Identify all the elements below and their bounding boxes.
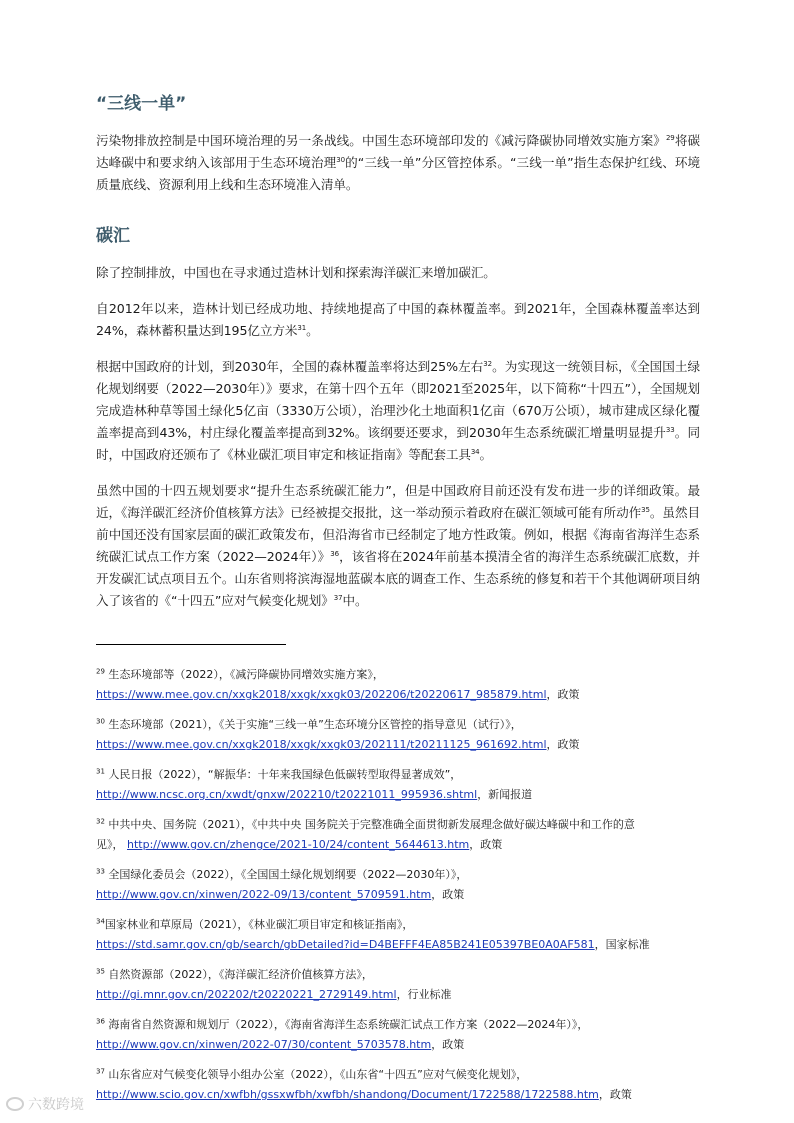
footnote-link[interactable]: http://gi.mnr.gov.cn/202202/t20220221_2729149.html <box>96 988 397 1001</box>
footnote-divider <box>96 644 286 645</box>
footnote-link[interactable]: http://www.ncsc.org.cn/xwdt/gnxw/202210/t20221011_995936.shtml <box>96 788 478 801</box>
footnote-33: $^{33}$ 全国绿化委员会（2022），《全国国土绿化规划纲要（2022—2030年）》， http://www.gov.cn/xinwen/2022-09/13/content_5709591.htm，政策 <box>96 867 468 901</box>
paragraph-ocean-carbon: 虽然中国的十四五规划要求“提升生态系统碳汇能力”，但是中国政府目前还没有发布进一步的详细政策。最近，《海洋碳汇经济价值核算方法》已经被提交报批，这一举动预示着政府在碳汇领域可能有所动作$^{35}$。虽然目前中国还没有国家层面的碳汇政策发布，但沿海省市已经制定了地方性政策。例如，根据《海南省海洋生态系统碳汇试点工作方案（2022—2024年）》$^{36}$，该省将在2024年前基本摸清全省的海洋生态系统碳汇底数，并开发碳汇试点项目五个。山东省则将滨海湿地蓝碳本底的调查工作、生态系统的修复和若干个其他调研项目纳入了该省的《“十四五”应对气候变化规划》$^{37}$中。 <box>96 483 700 608</box>
watermark-logo-icon <box>6 1097 24 1111</box>
footnote-link[interactable]: https://www.mee.gov.cn/xxgk2018/xxgk/xxgk03/202111/t20211125_961692.html <box>96 738 547 751</box>
footnotes <box>96 665 700 1105</box>
footnote-link[interactable]: http://www.scio.gov.cn/xwfbh/gssxwfbh/xwfbh/shandong/Document/1722588/1722588.htm <box>96 1088 599 1101</box>
section-title-sanxianyidan: “三线一单” <box>96 94 187 114</box>
paragraph-pollution-control: 污染物排放控制是中国环境治理的另一条战线。中国生态环境部印发的《减污降碳协同增效实施方案》$^{29}$将碳达峰碳中和要求纳入该部用于生态环境治理$^{30}$的“三线一单”分区管控体系。“三线一单”指生态保护红线、环境质量底线、资源利用上线和生态环境准入清单。 <box>96 133 700 192</box>
paragraph-government-plan: 根据中国政府的计划，到2030年，全国的森林覆盖率将达到25%左右$^{32}$。为实现这一统领目标，《全国国土绿化规划纲要（2022—2030年）》要求，在第十四个五年（即2021至2025年，以下简称“十四五”），全国规划完成造林种草等国土绿化5亿亩（3330万公顷），治理沙化土地面积1亿亩（670万公顷），城市建成区绿化覆盖率提高到43%，村庄绿化覆盖率提高到32%。该纲要还要求，到2030年生态系统碳汇增量明显提升$^{33}$。同时，中国政府还颁布了《林业碳汇项目审定和核证指南》等配套工具$^{34}$。 <box>96 359 700 462</box>
page-content <box>96 92 700 1115</box>
footnote-link[interactable]: https://std.samr.gov.cn/gb/search/gbDetailed?id=D4BEFFF4EA85B241E05397BE0A0AF581 <box>96 938 595 951</box>
footnote-link[interactable]: http://www.gov.cn/xinwen/2022-09/13/content_5709591.htm <box>96 888 432 901</box>
footnote-32: $^{32}$ 中共中央、国务院（2021），《中共中央 国务院关于完整准确全面贯彻新发展理念做好碳达峰碳中和工作的意见》， http://www.gov.cn/zhengce/2021-10/24/content_5644613.htm，政策 <box>96 817 635 851</box>
footnote-link[interactable]: http://www.gov.cn/xinwen/2022-07/30/content_5703578.htm <box>96 1038 432 1051</box>
footnote-29: $^{29}$ 生态环境部等（2022），《减污降碳协同增效实施方案》， https://www.mee.gov.cn/xxgk2018/xxgk/xxgk03/202206/t20220617_985879.html，政策 <box>96 667 580 701</box>
footnote-link[interactable]: http://www.gov.cn/zhengce/2021-10/24/content_5644613.htm <box>127 838 470 851</box>
footnote-31: $^{31}$ 人民日报（2022），“解振华：十年来我国绿色低碳转型取得显著成效”， http://www.ncsc.org.cn/xwdt/gnxw/202210/t20221011_995936.shtml，新闻报道 <box>96 767 533 801</box>
paragraph-forest-coverage: 自2012年以来，造林计划已经成功地、持续地提高了中国的森林覆盖率。到2021年，全国森林覆盖率达到24%，森林蓄积量达到195亿立方米$^{31}$。 <box>96 301 700 338</box>
footnote-link[interactable]: https://www.mee.gov.cn/xxgk2018/xxgk/xxgk03/202206/t20220617_985879.html <box>96 688 547 701</box>
footnote-34: $^{34}$国家林业和草原局（2021），《林业碳汇项目审定和核证指南》， https://std.samr.gov.cn/gb/search/gbDetailed?id=D4BEFFF4EA85B241E05397BE0A0AF581，国家标准 <box>96 917 650 951</box>
footnote-36: $^{36}$ 海南省自然资源和规划厅（2022），《海南省海洋生态系统碳汇试点工作方案（2022—2024年）》， http://www.gov.cn/xinwen/2022-07/30/content_5703578.htm，政策 <box>96 1017 589 1051</box>
footnote-35: $^{35}$ 自然资源部（2022），《海洋碳汇经济价值核算方法》， http://gi.mnr.gov.cn/202202/t20220221_2729149.html，行业标准 <box>96 967 452 1001</box>
footnote-30: $^{30}$ 生态环境部（2021），《关于实施“三线一单”生态环境分区管控的指导意见（试行）》， https://www.mee.gov.cn/xxgk2018/xxgk/xxgk03/202111/t20211125_961692.html，政策 <box>96 717 580 751</box>
section-title-carbon-sink: 碳汇 <box>96 226 130 246</box>
paragraph-carbon-sink-intro: 除了控制排放，中国也在寻求通过造林计划和探索海洋碳汇来增加碳汇。 <box>96 265 496 280</box>
watermark: 六数跨境 <box>6 1094 84 1114</box>
footnote-37: $^{37}$ 山东省应对气候变化领导小组办公室（2022），《山东省“十四五”应对气候变化规划》， http://www.scio.gov.cn/xwfbh/gssxwfbh/xwfbh/shandong/Document/1722588/1722588.htm，政策 <box>96 1067 632 1101</box>
